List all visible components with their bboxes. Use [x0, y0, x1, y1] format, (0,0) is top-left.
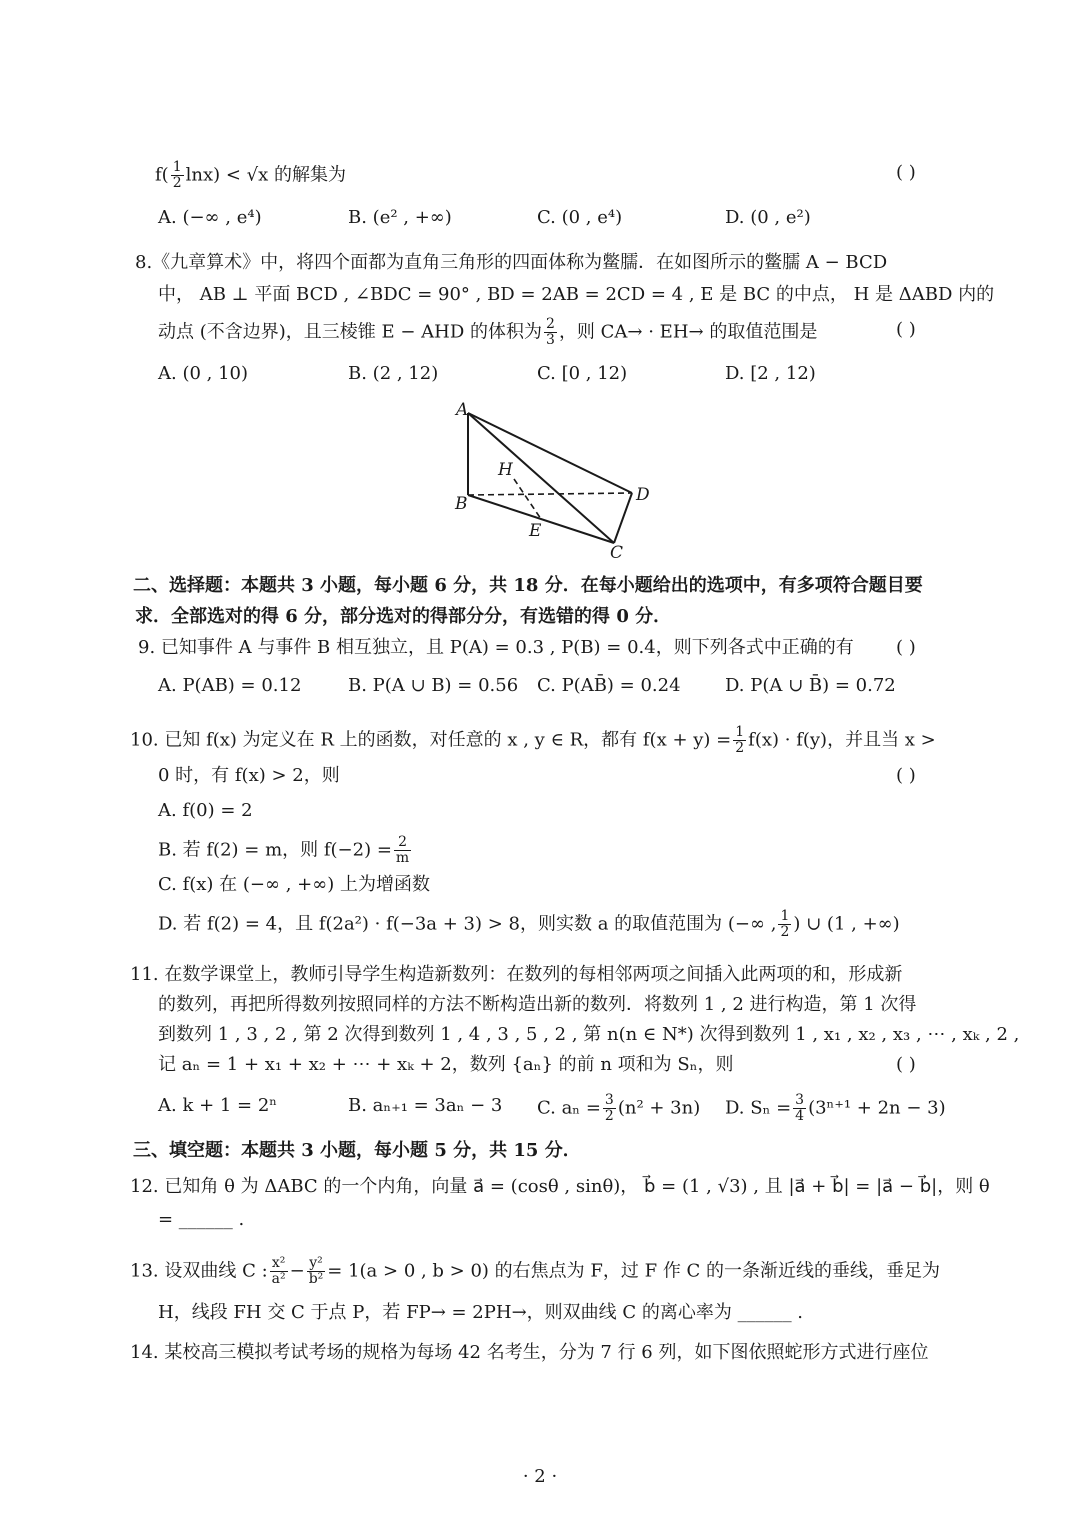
label-c: C: [610, 543, 624, 563]
segment-he-hidden: [514, 479, 541, 519]
option-b: B. aₙ₊₁ = 3aₙ − 3: [348, 1095, 503, 1116]
fraction: $\frac{1}{2}$: [735, 724, 745, 756]
fraction: $\frac{\text{x²}}{\text{a²}}$: [271, 1255, 286, 1287]
option-a: A. P(AB) = 0.12: [158, 675, 302, 696]
exam-page: f( $\frac{1}{2}$ lnx) < √x 的解集为 ( ) A. (−∞ , e⁴) B. (e² , +∞) C. (0 , e⁴) D. (0 , e²) 8.《九章算术》中，将四个面都为直角三角形的四面体称为鳖臑．在如图所示的鳖臑 A − BCD 中， AB ⊥ 平面 BCD , ∠BDC = 90° , BD = 2AB = 2CD = 4 , E 是 BC 的中点， H 是 ΔABD 内的 动点 (不含边界)，且三棱锥 E − AHD 的体积为 $\frac{2}{3}$ ，则 CA→ · EH→ 的取值范围是 ( ) A. (0 , 10) B. (2 , 12) C. [0 , 12) D. [2 , 12) A B C D E H 二、选择题：本题共 3 小题，每小题 6 分，共 18 分．在每小题给出的选项中，有多项符合题目要 求．全部选对的得 6 分，部分选对的得部分分，有选错的得 0 分． 9. 已知事件 A 与事件 B 相互独立，且 P(A) = 0.3 , P(B) = 0.4，则下列各式中正确的有 ( ) A. P(AB) = 0.12 B. P(A ∪ B) = 0.56 C. P(AB̄) = 0.24 D. P(A ∪ B̄) = 0.72 10. 已知 f(x) 为定义在 R 上的函数，对任意的 x , y ∈ R，都有 f(x + y) = $\frac{1}{2}$ f(x) · f(y)，并且当 x > 0 时，有 f(x) > 2，则 ( ) A. f(0) = 2 B. 若 f(2) = m，则 f(−2) = $\frac{2}{m}$ C. f(x) 在 (−∞ , +∞) 上为增函数 D. 若 f(2) = 4，且 f(2a²) · f(−3a + 3) > 8，则实数 a 的取值范围为 (−∞ , $\frac{1}{2}$ ) ∪ (1 , +∞) 11. 在数学课堂上，教师引导学生构造新数列：在数列的每相邻两项之间插入此两项的和，形成新 的数列，再把所得数列按照同样的方法不断构造出新的数列．将数列 1 , 2 进行构造，第 1 次得 到数列 1 , 3 , 2 , 第 2 次得到数列 1 , 4 , 3 , 5 , 2 , 第 n(n ∈ N*) 次得到数列 1 , x₁ , x₂ , x₃ , ⋯ , xₖ , 2 , 记 aₙ = 1 + x₁ + x₂ + ⋯ + xₖ + 2，数列 {aₙ} 的前 n 项和为 Sₙ，则 ( ) A. k + 1 = 2ⁿ B. aₙ₊₁ = 3aₙ − 3 C. aₙ = $\frac{3}{2}$ (n² + 3n) D. Sₙ = $\frac{3}{4}$ (3ⁿ⁺¹ + 2n − 3) 三、填空题：本题共 3 小题，每小题 5 分，共 15 分． 12. 已知角 θ 为 ΔABC 的一个内角，向量 a⃗ = (cosθ , sinθ)， b⃗ = (1 , √3) , 且 |a⃗ + b⃗| = |a⃗ − b⃗|，则 θ = ______ . 13. 设双曲线 C : $\frac{\text{x²}}{\text{a²}}$ − $\frac{\text{y²}}{\text{b²}}$ = 1(a > 0 , b > 0) 的右焦点为 F，过 F 作 C 的一条渐近线的垂线，垂足为 H，线段 FH 交 C 于点 P，若 FP→ = 2PH→，则双曲线 C 的离心率为 ______ . 14. 某校高三模拟考试考场的规格为每场 42 名考生，分为 7 行 6 列，如下图依照蛇形方式进行座位 · 2 ·: [0, 0, 1080, 1527]
fraction: $\frac{\text{y²}}{\text{b²}}$: [308, 1255, 324, 1287]
edge-cd: [614, 493, 632, 543]
fraction: $\frac{1}{2}$: [780, 908, 790, 940]
label-e: E: [529, 521, 542, 541]
option-a: A. (−∞ , e⁴): [158, 207, 262, 228]
option-d: D. [2 , 12): [725, 363, 816, 384]
option-b: B. P(A ∪ B) = 0.56: [348, 675, 519, 696]
option-d: D. (0 , e²): [725, 207, 811, 228]
fraction: $\frac{3}{4}$: [795, 1092, 805, 1124]
fraction: $\frac{2}{m}$: [395, 834, 410, 866]
label-d: D: [636, 485, 650, 505]
answer-bracket: ( ): [896, 319, 916, 340]
answer-bracket: ( ): [896, 765, 916, 786]
fraction: $\frac{2}{3}$: [546, 316, 555, 348]
label-b: B: [455, 494, 468, 514]
option-c: C. [0 , 12): [537, 363, 628, 384]
option-a: A. k + 1 = 2ⁿ: [158, 1095, 278, 1116]
fraction: $\frac{1}{2}$: [172, 159, 182, 191]
option-a: A. (0 , 10): [158, 363, 249, 384]
option-d: D. P(A ∪ B̄) = 0.72: [725, 675, 896, 696]
option-c: C. (0 , e⁴): [537, 207, 623, 228]
edge-ad: [468, 413, 632, 493]
fraction: $\frac{3}{2}$: [604, 1092, 614, 1124]
option-c: C. P(AB̄) = 0.24: [537, 675, 681, 696]
edge-bd-hidden: [468, 493, 632, 495]
option-b: B. (e² , +∞): [348, 207, 452, 228]
option-c: C. aₙ = $\frac{3}{2}$ (n² + 3n): [537, 1092, 701, 1124]
answer-bracket: ( ): [896, 637, 916, 658]
answer-bracket: ( ): [896, 1054, 916, 1075]
tetrahedron-figure: [440, 395, 670, 565]
label-h: H: [498, 460, 513, 480]
option-b: B. (2 , 12): [348, 363, 439, 384]
label-a: A: [456, 400, 469, 420]
answer-bracket: ( ): [896, 162, 916, 183]
option-d: D. Sₙ = $\frac{3}{4}$ (3ⁿ⁺¹ + 2n − 3): [725, 1092, 946, 1124]
page-number: · 2 ·: [522, 1466, 558, 1487]
